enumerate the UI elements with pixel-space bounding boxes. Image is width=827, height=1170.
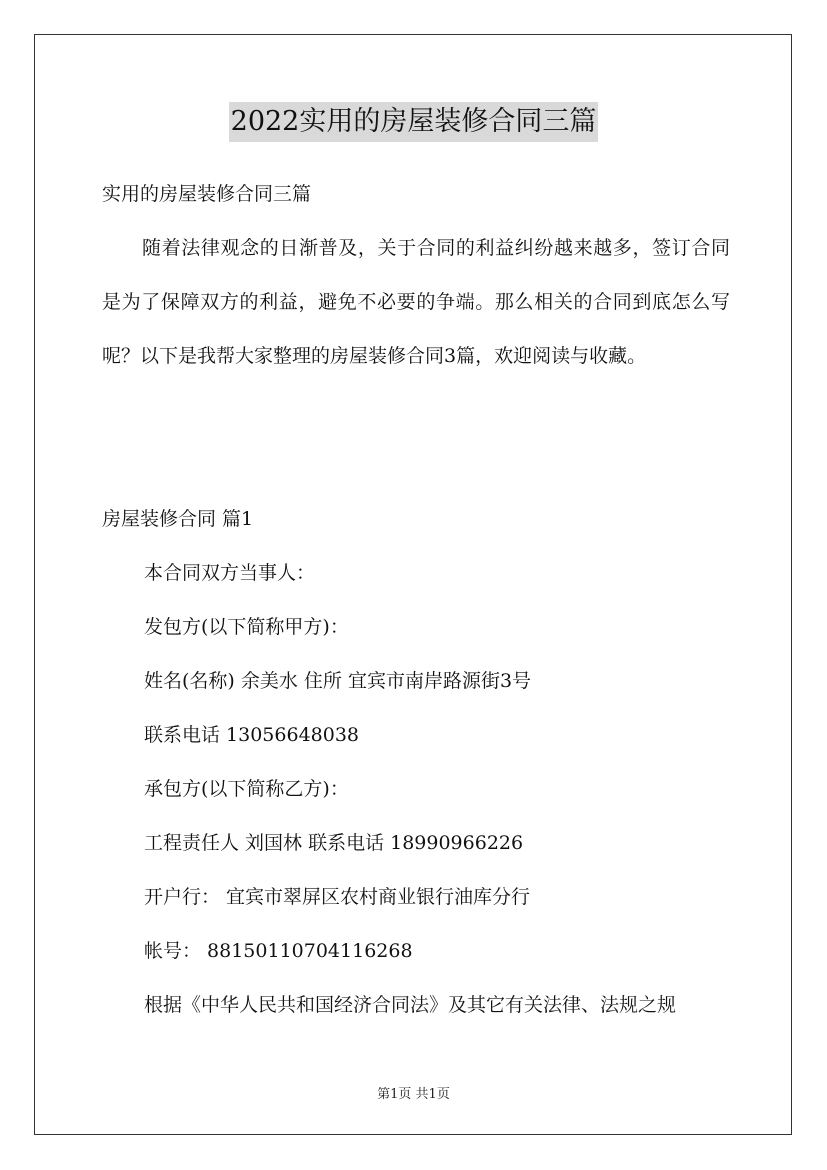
body-line: 承包方(以下简称乙方)： — [144, 778, 349, 800]
document-subtitle: 实用的房屋装修合同三篇 — [102, 183, 312, 205]
body-line: 本合同双方当事人： — [144, 562, 316, 584]
section-heading: 房屋装修合同 篇1 — [102, 508, 254, 530]
title-container — [0, 102, 827, 142]
body-line: 姓名(名称) 余美水 住所 宜宾市南岸路源街3号 — [144, 670, 532, 692]
intro-paragraph: 随着法律观念的日渐普及，关于合同的利益纠纷越来越多，签订合同是为了保障双方的利益，避免不必要的争端。那么相关的合同到底怎么写呢？以下是我帮大家整理的房屋装修合同3篇，欢迎阅读与收藏。 — [102, 237, 730, 367]
document-title: 2022实用的房屋装修合同三篇 — [229, 102, 599, 142]
body-line: 发包方(以下简称甲方)： — [144, 616, 349, 638]
body-line: 根据《中华人民共和国经济合同法》及其它有关法律、法规之规 — [144, 994, 677, 1016]
body-line: 工程责任人 刘国林 联系电话 18990966226 — [144, 832, 524, 854]
body-line: 帐号： 88150110704116268 — [144, 940, 413, 962]
page-footer: 第1页 共1页 — [377, 1087, 450, 1102]
body-line: 联系电话 13056648038 — [144, 724, 360, 746]
body-line: 开户行： 宜宾市翠屏区农村商业银行油库分行 — [144, 886, 531, 908]
